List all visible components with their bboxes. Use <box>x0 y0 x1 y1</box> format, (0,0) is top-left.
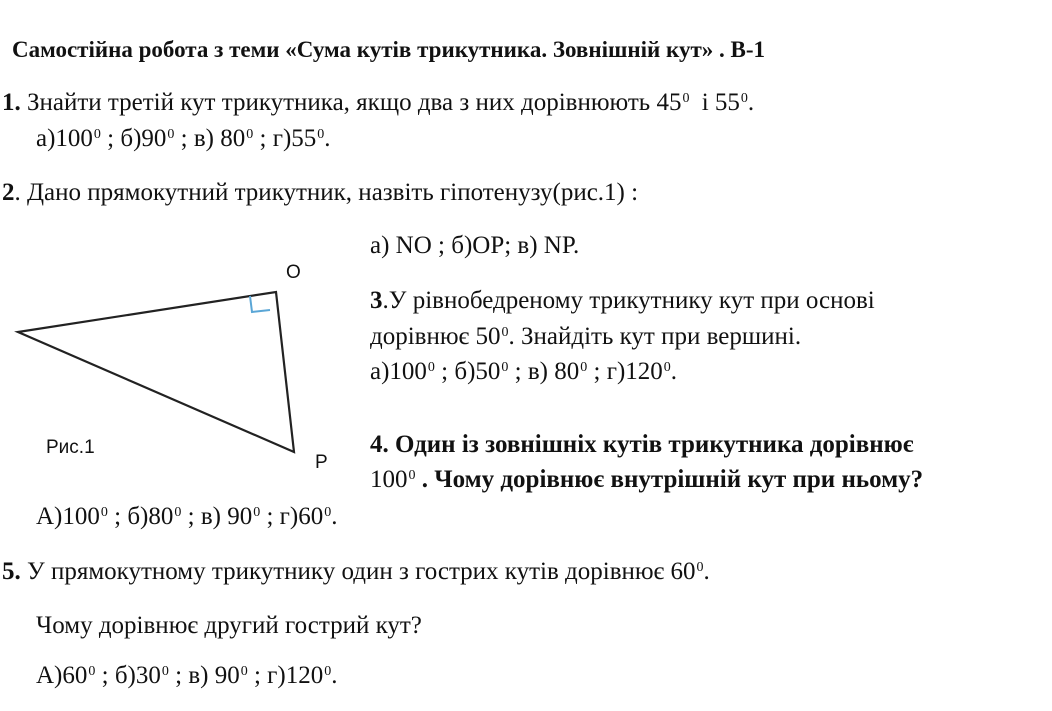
question-4-options <box>36 502 338 532</box>
option: ; в) 80 <box>508 358 580 385</box>
question-3 <box>370 286 875 316</box>
question-text: і 55 <box>701 89 740 116</box>
question-text: Один із зовнішніх кутів трикутника дорівнює <box>388 431 914 458</box>
question-2-options: а) NO ; б)OP; в) NP. <box>370 232 580 259</box>
question-3-line-2 <box>370 322 801 352</box>
degree-mark: 0 <box>580 360 588 375</box>
degree-mark: 0 <box>324 664 332 679</box>
question-number: 5. <box>2 558 21 585</box>
degree-mark: 0 <box>324 505 332 520</box>
degree-mark: 0 <box>100 505 108 520</box>
option: А)60 <box>36 662 88 689</box>
option: ; б)30 <box>95 662 161 689</box>
question-number: 1. <box>2 89 21 116</box>
page-title: Самостійна робота з теми «Сума кутів трикутника. Зовнішній кут» . В-1 <box>12 37 766 62</box>
degree-mark: 0 <box>408 468 416 483</box>
option: ; г)120 <box>247 662 324 689</box>
option: ; в) 80 <box>174 125 246 152</box>
question-text: . Знайдіть кут при вершині. <box>508 323 802 350</box>
option: ; б)50 <box>434 358 501 385</box>
figure-caption: Рис.1 <box>46 437 95 458</box>
right-angle-marker <box>250 296 270 312</box>
question-number: 4. <box>370 431 389 458</box>
degree-mark: 0 <box>88 664 96 679</box>
option: ; в) 90 <box>181 503 253 530</box>
option: ; г)60 <box>260 503 324 530</box>
degree-mark: 0 <box>317 127 325 142</box>
option: А)100 <box>36 503 100 530</box>
option: . <box>331 503 338 530</box>
question-3-options <box>370 357 677 387</box>
degree-mark: 0 <box>167 127 175 142</box>
option: а)100 <box>36 125 93 152</box>
vertex-label-o: O <box>286 262 301 283</box>
triangle-shape <box>18 292 294 452</box>
option: . <box>670 358 678 385</box>
question-number: 2 <box>2 179 15 206</box>
question-text: . Чому дорівнює внутрішній кут при ньому? <box>415 466 924 493</box>
degree-mark: 0 <box>161 664 169 679</box>
question-4-line-2 <box>370 465 923 495</box>
vertex-label-p: P <box>315 452 328 473</box>
degree-mark: 0 <box>427 360 435 375</box>
question-text: . <box>747 89 755 116</box>
degree-mark: 0 <box>93 127 101 142</box>
degree-mark: 0 <box>663 360 671 375</box>
question-5 <box>2 557 710 587</box>
question-number: 3 <box>370 287 383 314</box>
degree-mark: 0 <box>253 505 261 520</box>
degree-mark: 0 <box>501 325 509 340</box>
degree-mark: 0 <box>240 664 248 679</box>
option: ; г)55 <box>253 125 317 152</box>
question-text: .У рівнобедреному трикутнику кут при основі <box>382 287 875 314</box>
degree-mark: 0 <box>501 360 509 375</box>
option: ; в) 90 <box>168 662 240 689</box>
question-text: Знайти третій кут трикутника, якщо два з них дорівнюють 45 <box>27 89 682 116</box>
option: ; б)90 <box>100 125 167 152</box>
question-text: 100 <box>370 466 408 493</box>
degree-mark: 0 <box>174 505 182 520</box>
degree-mark: 0 <box>682 91 690 106</box>
degree-mark: 0 <box>740 91 748 106</box>
question-text: . <box>703 558 710 585</box>
question-text: У прямокутному трикутнику один з гострих кутів дорівнює 60 <box>20 558 696 585</box>
question-5-line-2: Чому дорівнює другий гострий кут? <box>36 612 422 639</box>
question-5-options <box>36 661 338 691</box>
option: . <box>324 125 331 152</box>
question-text: дорівнює 50 <box>370 323 501 350</box>
option: а)100 <box>370 358 427 385</box>
question-4 <box>370 430 914 460</box>
option: ; б)80 <box>107 503 174 530</box>
option: ; г)120 <box>587 358 663 385</box>
degree-mark: 0 <box>246 127 254 142</box>
question-text: . Дано прямокутний трикутник, назвіть гіпотенузу(рис.1) : <box>14 179 639 206</box>
option: . <box>331 662 338 689</box>
degree-mark: 0 <box>696 560 704 575</box>
triangle-figure <box>0 0 360 480</box>
